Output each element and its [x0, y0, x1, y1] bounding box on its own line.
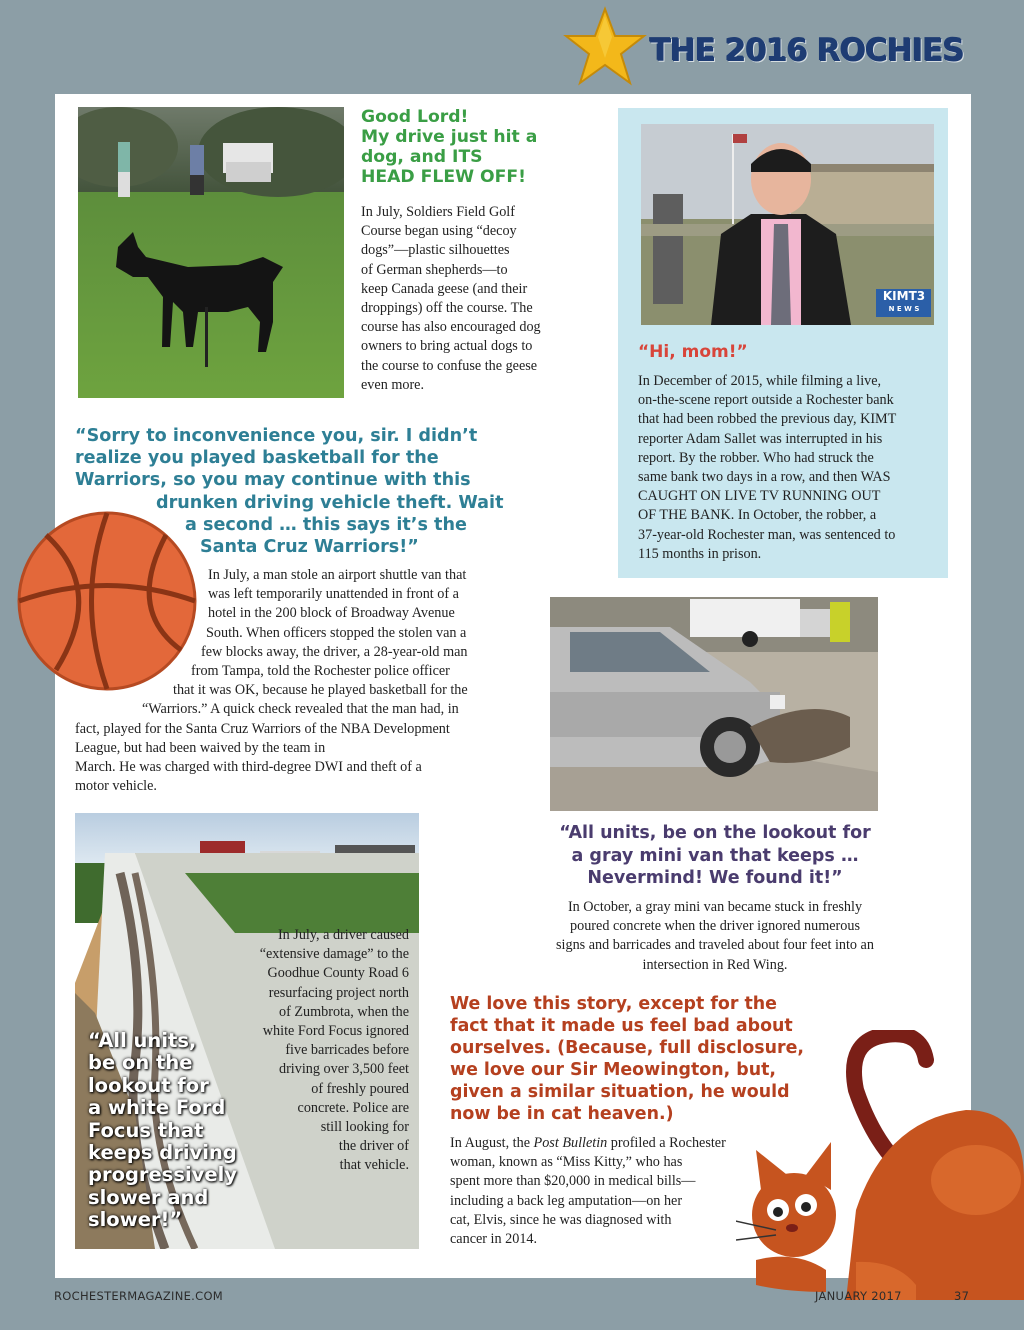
kimt-news-logo: KIMT3 N E W S	[882, 289, 926, 313]
page-title: THE 2016 ROCHIES	[650, 33, 965, 69]
golf-headline: Good Lord! My drive just hit a dog, and ITS HEAD FLEW OFF!	[361, 107, 538, 188]
minivan-headline: “All units, be on the lookout for a gray mini van that keeps … Nevermind! We found it!”	[559, 823, 871, 888]
footer-site: ROCHESTERMAGAZINE.COM	[54, 1289, 224, 1303]
footer-issue: JANUARY 2017	[815, 1289, 902, 1303]
cat-icon	[736, 1030, 1024, 1300]
cat-headline: We love this story, except for the fact that it made us feel bad about ourselves. (Because, full disclosure, we love our Sir Meowington, but, given a similar situation, he would now be in cat heaven.)	[450, 994, 804, 1125]
star-icon	[563, 6, 647, 88]
focus-body: In July, a driver caused “extensive damage” to the Goodhue County Road 6 resurfacing project north of Zumbrota, when the white Ford Focus ignored five barricades before driving over 3,500 feet of freshly poured concrete. Police are still looking for the driver of that vehicle.	[259, 927, 409, 1174]
basketball-headline: “Sorry to inconvenience you, sir. I didn’t realize you played basketball for the Warriors, so you may continue with this drunken driving vehicle theft. Wait a second … this says it’s the Santa Cruz Warriors!”	[75, 426, 504, 558]
hi-mom-headline: “Hi, mom!”	[638, 342, 748, 362]
reporter-photo	[641, 124, 934, 325]
minivan-concrete-photo	[550, 597, 878, 811]
minivan-body: In October, a gray mini van became stuck in freshly poured concrete when the driver ignored numerous signs and barricades and traveled about four feet into an intersection in Red Wing.	[556, 899, 874, 973]
hi-mom-body: In December of 2015, while filming a live, on-the-scene report outside a Rochester bank that had been robbed the previous day, KIMT reporter Adam Sallet was interrupted in his report. By the robber. Who had struck the same bank two days in a row, and then WAS CAUGHT ON LIVE TV RUNNING OUT OF THE BANK. In October, the robber, a 37-year-old Rochester man, was sentenced to 115 months in prison.	[638, 373, 897, 562]
golf-body: In July, Soldiers Field Golf Course began using “decoy dogs”—plastic silhouettes of German shepherds—to keep Canada geese (and their droppings) off the course. The course has also encouraged dog owners to bring actual dogs to the course to confuse the geese even more.	[361, 204, 541, 393]
cat-body: In August, the Post Bulletin profiled a Rochester woman, known as “Miss Kitty,” who has spent more than $20,000 in medical bills— including a back leg amputation—on her cat, Elvis, since he was diagnosed with cancer in 2014.	[450, 1135, 726, 1248]
focus-quote: “All units, be on the lookout for a white Ford Focus that keeps driving progressively slower and slower!”	[88, 1029, 238, 1232]
footer-page-number: 37	[954, 1289, 970, 1303]
basketball-body: In July, a man stole an airport shuttle van that was left temporarily unattended in front of a hotel in the 200 block of Broadway Avenue South. When officers stopped the stolen van a few blocks away, the driver, a 28-year-old man from Tampa, told the Rochester police officer that it was OK, because he played basketball for the “Warriors.” A quick check revealed that the man had, in fact, played for the Santa Cruz Warriors of the NBA Development League, but had been waived by the team in March. He was charged with third-degree DWI and theft of a motor vehicle.	[75, 567, 468, 795]
golf-decoy-dog-photo	[78, 107, 344, 398]
